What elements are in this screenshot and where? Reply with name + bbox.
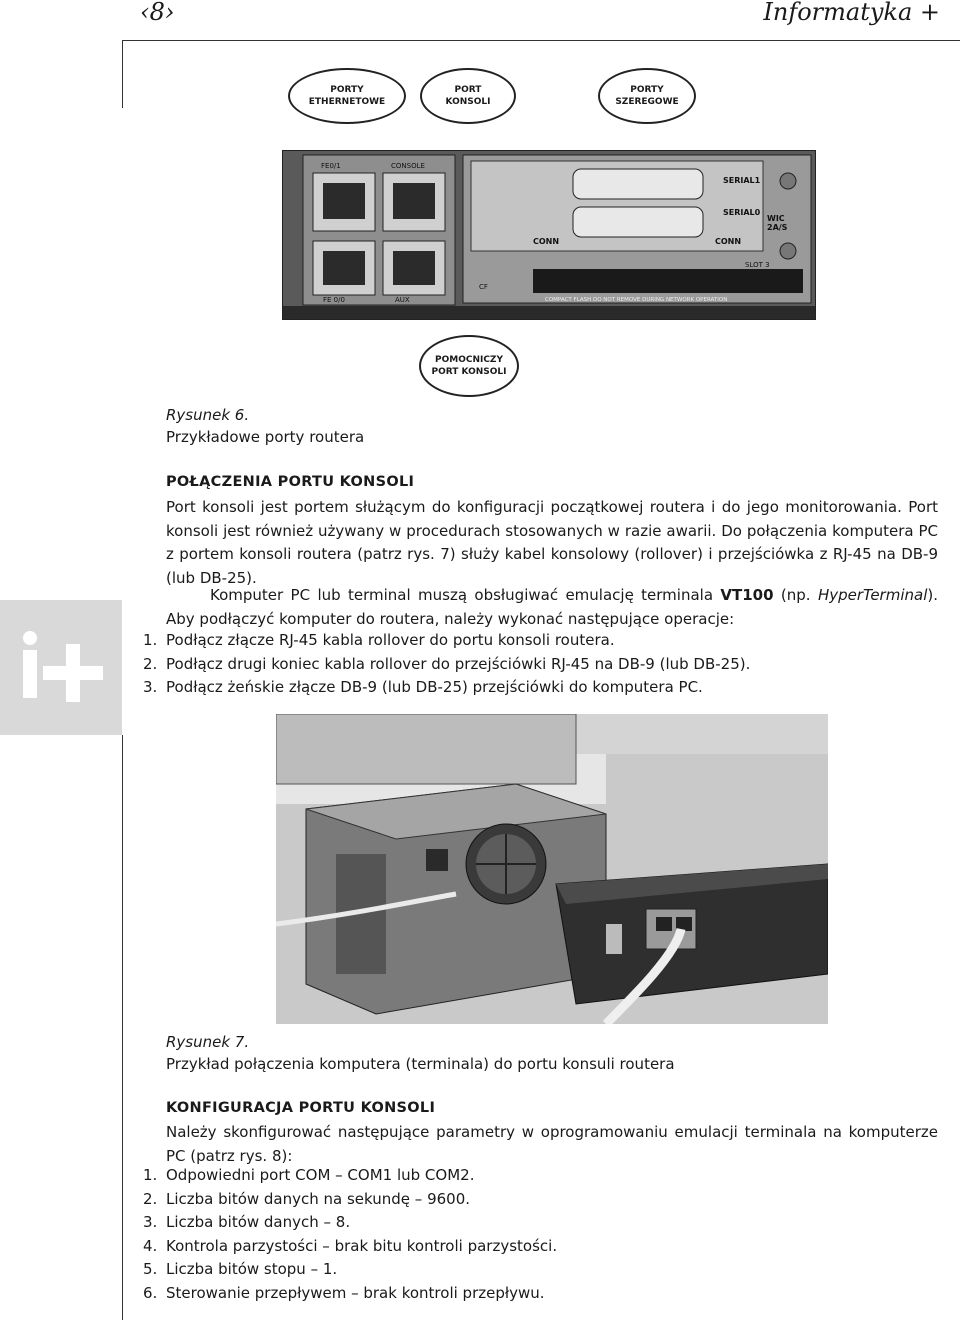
margin-rule-bottom	[122, 735, 123, 1320]
list-item-text: Podłącz złącze RJ-45 kabla rollover do portu konsoli routera.	[166, 631, 615, 649]
list-item	[143, 1235, 943, 1259]
photo-label-compact-flash: COMPACT FLASH DO NOT REMOVE DURING NETWORK OPERATION	[545, 297, 728, 303]
list-item-number: 1.	[143, 631, 158, 649]
header-rule	[122, 40, 960, 41]
list-item	[143, 653, 943, 677]
list-item-number: 2.	[143, 654, 158, 673]
figure6-number: Rysunek 6.	[166, 406, 250, 424]
list-item	[143, 629, 943, 653]
list-item	[143, 1211, 943, 1235]
list-item-number: 2.	[143, 1189, 158, 1208]
figure7-text: Przykład połączenia komputera (terminala) do portu konsuli routera	[166, 1055, 675, 1073]
hyperterminal-term: HyperTerminal	[817, 586, 928, 604]
vt100-term: VT100	[720, 586, 774, 604]
list-item-number: 6.	[143, 1283, 158, 1302]
para2-text-a: Komputer PC lub terminal muszą obsługiwać emulację terminala	[210, 586, 721, 604]
figure6-caption	[166, 404, 364, 448]
list-item-number: 4.	[143, 1236, 158, 1255]
list-item	[143, 1282, 943, 1306]
photo-label-fe00: FE 0/0	[323, 296, 345, 304]
photo-label-serial0: SERIAL0	[723, 208, 761, 217]
photo-label-wic: WIC 2A/S	[767, 214, 788, 232]
photo-label-conn-left: CONN	[533, 237, 560, 246]
list-item-text: Sterowanie przepływem – brak kontroli przepływu.	[166, 1283, 545, 1302]
i-plus-logo-icon	[16, 630, 106, 705]
para2-text-c: ). Aby podłączyć komputer do routera, należy wykonać następujące operacje:	[166, 586, 938, 628]
list-item-text: Liczba bitów danych na sekundę – 9600.	[166, 1189, 471, 1208]
list-item-text: Liczba bitów danych – 8.	[166, 1213, 351, 1231]
callout-aux-port: POMOCNICZY PORT KONSOLI	[419, 335, 519, 397]
section1-heading: POŁĄCZENIA PORTU KONSOLI	[166, 474, 415, 490]
router-ports-photo	[282, 150, 816, 320]
margin-rule-top	[122, 40, 123, 108]
photo-label-conn-right: CONN	[715, 237, 742, 246]
photo-label-serial1: SERIAL1	[723, 176, 761, 185]
list-item-text: Odpowiedni port COM – COM1 lub COM2.	[166, 1166, 475, 1184]
list-item	[143, 1258, 943, 1282]
section2-paragraph: Należy skonfigurować następujące parametry w oprogramowaniu emulacji terminala na komputerze PC (patrz rys. 8):	[166, 1123, 938, 1165]
pc-router-connection-photo	[276, 714, 828, 1024]
list-item-text: Podłącz drugi koniec kabla rollover do przejściówki RJ-45 na DB-9 (lub DB-25).	[166, 654, 751, 673]
page-number: ‹8›	[140, 0, 175, 26]
photo-label-fe01: FE0/1	[321, 162, 341, 170]
list-item-number: 3.	[143, 1213, 158, 1231]
list-item	[143, 1164, 943, 1188]
section1-paragraph1: Port konsoli jest portem służącym do konfiguracji początkowej routera i do jego monitorowania. Port konsoli jest również używany w procedurach stosowanych w razie awarii. Do połączenia komputera PC z portem konsoli routera (patrz rys. 7) służy kabel konsolowy (rollover) i przejściówka z RJ-45 na DB-9 (lub DB-25).	[166, 498, 938, 587]
figure7-number: Rysunek 7.	[166, 1033, 250, 1051]
list-item-number: 3.	[143, 678, 158, 696]
section1-paragraph2	[166, 584, 938, 631]
list-item-text: Liczba bitów stopu – 1.	[166, 1260, 338, 1278]
callout-serial-ports: PORTY SZEREGOWE	[598, 68, 696, 124]
header-title: Informatyka +	[763, 0, 940, 26]
list-item-text: Podłącz żeńskie złącze DB-9 (lub DB-25) przejściówki do komputera PC.	[166, 678, 703, 696]
callout-console-port: PORT KONSOLI	[420, 68, 516, 124]
list-item	[143, 676, 943, 700]
section2-steps	[143, 1164, 943, 1305]
list-item-number: 1.	[143, 1166, 158, 1184]
figure7-caption	[166, 1031, 675, 1075]
photo-label-slot: SLOT 3	[745, 261, 770, 269]
section2-heading: KONFIGURACJA PORTU KONSOLI	[166, 1100, 436, 1116]
photo-label-aux: AUX	[395, 296, 410, 304]
list-item-text: Kontrola parzystości – brak bitu kontroli parzystości.	[166, 1236, 558, 1255]
list-item-number: 5.	[143, 1260, 158, 1278]
section1-steps	[143, 629, 943, 700]
side-logo-badge	[0, 600, 122, 735]
list-item	[143, 1188, 943, 1212]
photo-label-cf: CF	[479, 283, 488, 291]
callout-ethernet-ports: PORTY ETHERNETOWE	[288, 68, 406, 124]
photo-label-console: CONSOLE	[391, 162, 425, 170]
figure6-text: Przykładowe porty routera	[166, 428, 365, 446]
para2-text-b: (np.	[773, 586, 818, 604]
